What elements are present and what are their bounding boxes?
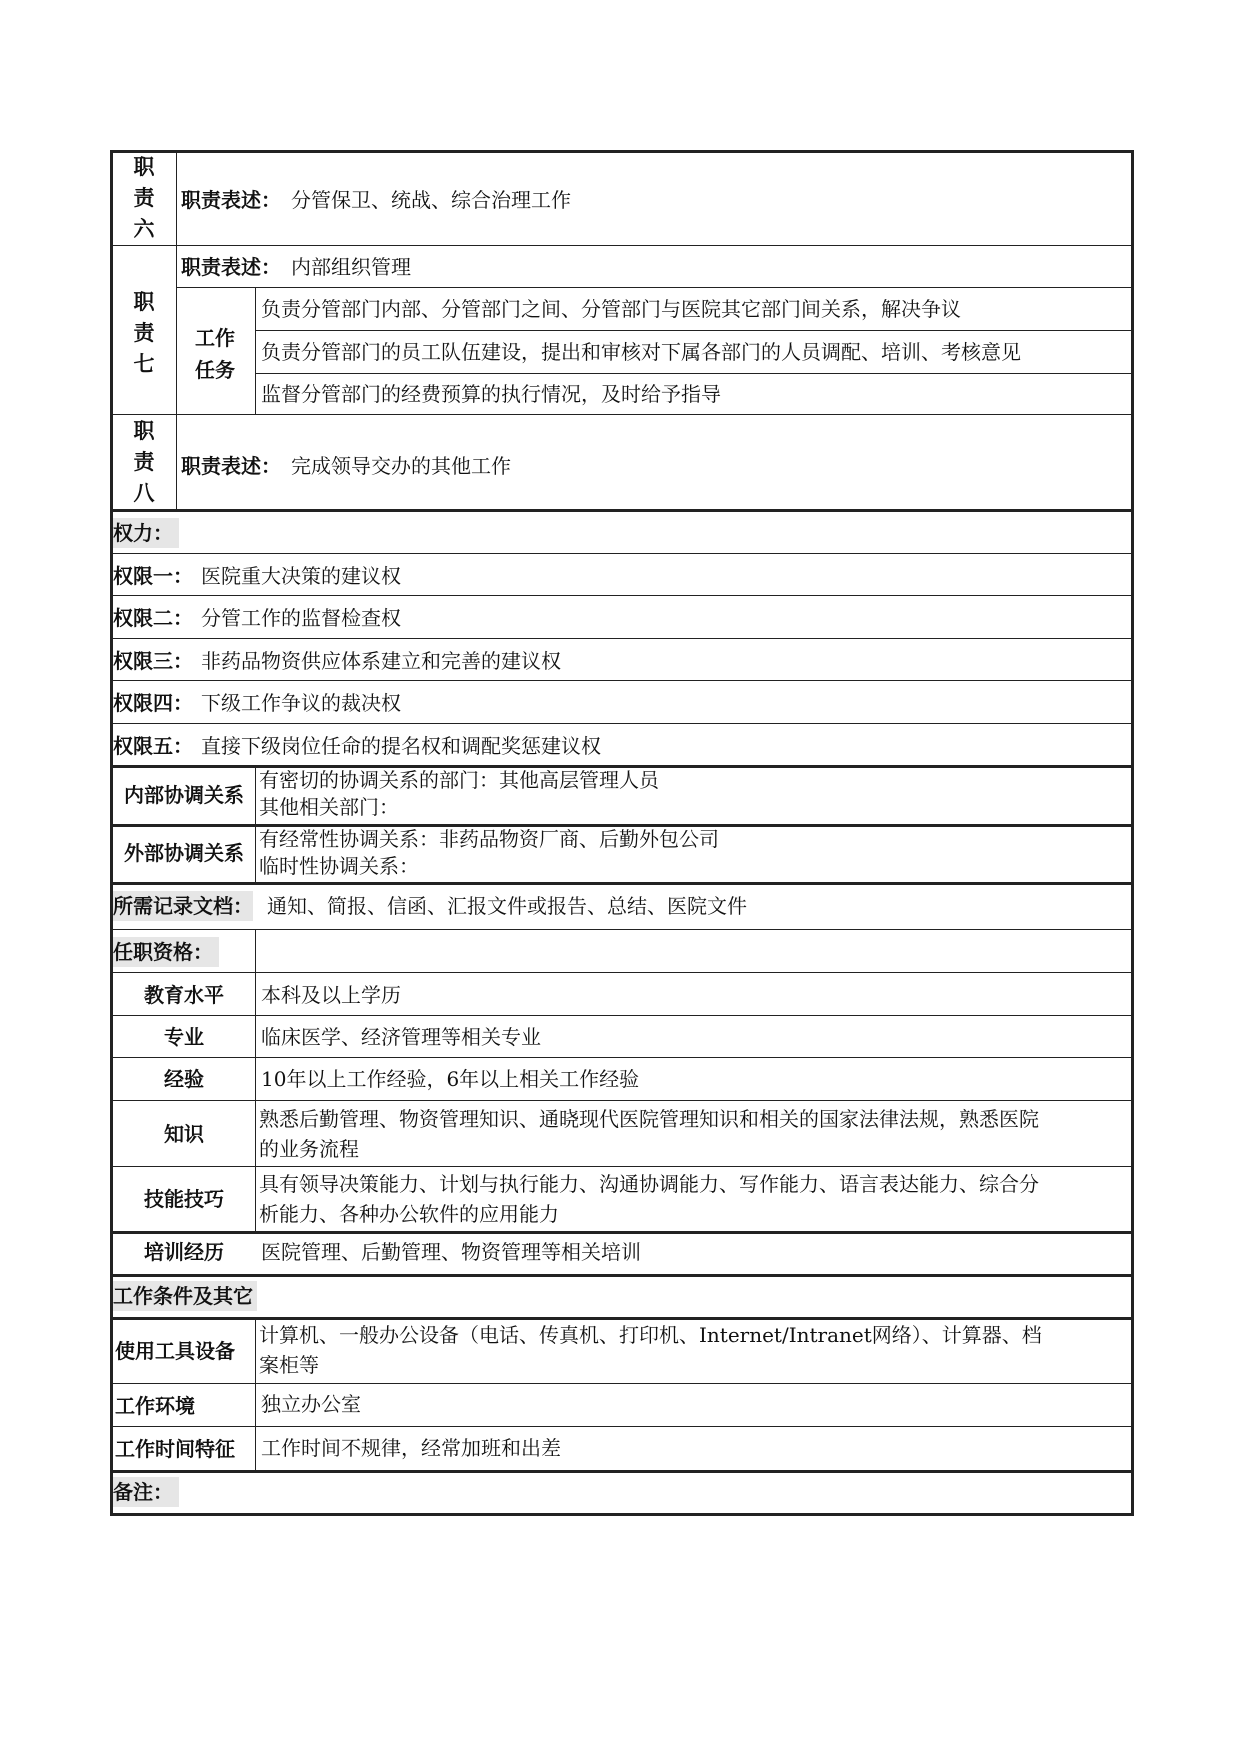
remarks-heading: 备注： — [113, 1477, 179, 1507]
tools-label: 使用工具设备 — [115, 1339, 235, 1363]
power-text: 分管工作的监督检查权 — [201, 606, 401, 630]
work-time-value: 工作时间不规律，经常加班和出差 — [261, 1436, 561, 1460]
row-rule — [110, 1100, 1134, 1101]
work-tasks-label: 工作任务 — [195, 326, 235, 382]
experience-label: 经验 — [164, 1067, 204, 1091]
external-relations-label: 外部协调关系 — [124, 841, 244, 865]
column-rule — [176, 150, 177, 509]
power-label: 权限一： — [113, 564, 193, 588]
row-rule — [110, 1057, 1134, 1058]
power-text: 直接下级岗位任命的提名权和调配奖惩建议权 — [201, 734, 601, 758]
knowledge-line: 的业务流程 — [259, 1137, 359, 1161]
duty-seven-desc: 内部组织管理 — [291, 255, 411, 279]
skills-label: 技能技巧 — [144, 1187, 224, 1211]
row-rule — [110, 1274, 1134, 1277]
internal-relations-line: 其他相关部门： — [259, 795, 399, 819]
duty-seven-desc-label: 职责表述： — [181, 255, 281, 279]
table-border-bottom — [110, 1513, 1134, 1516]
qualifications-heading: 任职资格： — [113, 937, 219, 967]
row-rule — [110, 723, 1134, 724]
row-rule — [110, 553, 1134, 554]
row-rule — [110, 972, 1134, 973]
row-rule — [110, 245, 1134, 246]
column-rule — [255, 287, 256, 414]
internal-relations-label: 内部协调关系 — [124, 783, 244, 807]
row-rule — [255, 330, 1134, 331]
education-value: 本科及以上学历 — [261, 983, 401, 1007]
task-item: 负责分管部门内部、分管部门之间、分管部门与医院其它部门间关系，解决争议 — [261, 297, 961, 321]
skills-line: 具有领导决策能力、计划与执行能力、沟通协调能力、写作能力、语言表达能力、综合分 — [259, 1172, 1039, 1196]
tools-line: 案柜等 — [259, 1353, 319, 1377]
column-rule — [255, 1317, 256, 1470]
records-text: 通知、简报、信函、汇报文件或报告、总结、医院文件 — [267, 894, 747, 918]
column-rule — [255, 929, 256, 1231]
knowledge-line: 熟悉后勤管理、物资管理知识、通晓现代医院管理知识和相关的国家法律法规，熟悉医院 — [259, 1107, 1039, 1131]
task-item: 监督分管部门的经费预算的执行情况，及时给予指导 — [261, 382, 721, 406]
major-value: 临床医学、经济管理等相关专业 — [261, 1025, 541, 1049]
power-text: 医院重大决策的建议权 — [201, 564, 401, 588]
work-time-label: 工作时间特征 — [115, 1437, 235, 1461]
major-label: 专业 — [164, 1025, 204, 1049]
row-rule — [110, 414, 1134, 415]
training-value: 医院管理、后勤管理、物资管理等相关培训 — [261, 1240, 641, 1264]
internal-relations-line: 有密切的协调关系的部门：其他高层管理人员 — [259, 768, 659, 792]
powers-heading: 权力： — [113, 518, 179, 548]
power-label: 权限四： — [113, 691, 193, 715]
environment-value: 独立办公室 — [261, 1392, 361, 1416]
row-rule — [110, 1426, 1134, 1427]
duty-six-desc-label: 职责表述： — [181, 188, 281, 212]
table-border-right — [1131, 150, 1134, 1515]
knowledge-label: 知识 — [164, 1122, 204, 1146]
row-rule — [110, 1015, 1134, 1016]
education-label: 教育水平 — [144, 983, 224, 1007]
experience-value: 10年以上工作经验，6年以上相关工作经验 — [261, 1067, 640, 1091]
environment-label: 工作环境 — [115, 1394, 195, 1418]
row-rule — [110, 595, 1134, 596]
records-label: 所需记录文档： — [113, 891, 253, 921]
power-label: 权限三： — [113, 649, 193, 673]
duty-six-label: 职责六 — [133, 155, 155, 241]
duty-eight-desc-label: 职责表述： — [181, 454, 281, 478]
tools-line: 计算机、一般办公设备（电话、传真机、打印机、Internet/Intranet网络）、计算器、档 — [259, 1323, 1042, 1347]
duty-seven-label: 职责七 — [133, 290, 155, 376]
skills-line: 析能力、各种办公软件的应用能力 — [259, 1202, 559, 1226]
row-rule — [110, 638, 1134, 639]
row-rule — [110, 882, 1134, 885]
row-rule — [110, 1470, 1134, 1473]
duty-eight-desc: 完成领导交办的其他工作 — [291, 454, 511, 478]
table-border-top — [110, 150, 1134, 153]
power-label: 权限二： — [113, 606, 193, 630]
power-text: 非药品物资供应体系建立和完善的建议权 — [201, 649, 561, 673]
row-rule — [255, 373, 1134, 374]
row-rule — [110, 680, 1134, 681]
row-rule — [110, 1166, 1134, 1167]
row-rule — [110, 929, 1134, 930]
conditions-heading: 工作条件及其它 — [113, 1281, 257, 1311]
power-text: 下级工作争议的裁决权 — [201, 691, 401, 715]
external-relations-line: 临时性协调关系： — [259, 854, 419, 878]
column-rule — [255, 765, 256, 882]
training-label: 培训经历 — [144, 1240, 224, 1264]
duty-eight-label: 职责八 — [133, 419, 155, 505]
power-label: 权限五： — [113, 734, 193, 758]
external-relations-line: 有经常性协调关系：非药品物资厂商、后勤外包公司 — [259, 827, 719, 851]
row-rule — [110, 1383, 1134, 1384]
task-item: 负责分管部门的员工队伍建设，提出和审核对下属各部门的人员调配、培训、考核意见 — [261, 340, 1021, 364]
row-rule — [176, 287, 1134, 288]
duty-six-desc: 分管保卫、统战、综合治理工作 — [291, 188, 571, 212]
row-rule — [110, 1231, 1134, 1234]
row-rule — [110, 509, 1134, 512]
